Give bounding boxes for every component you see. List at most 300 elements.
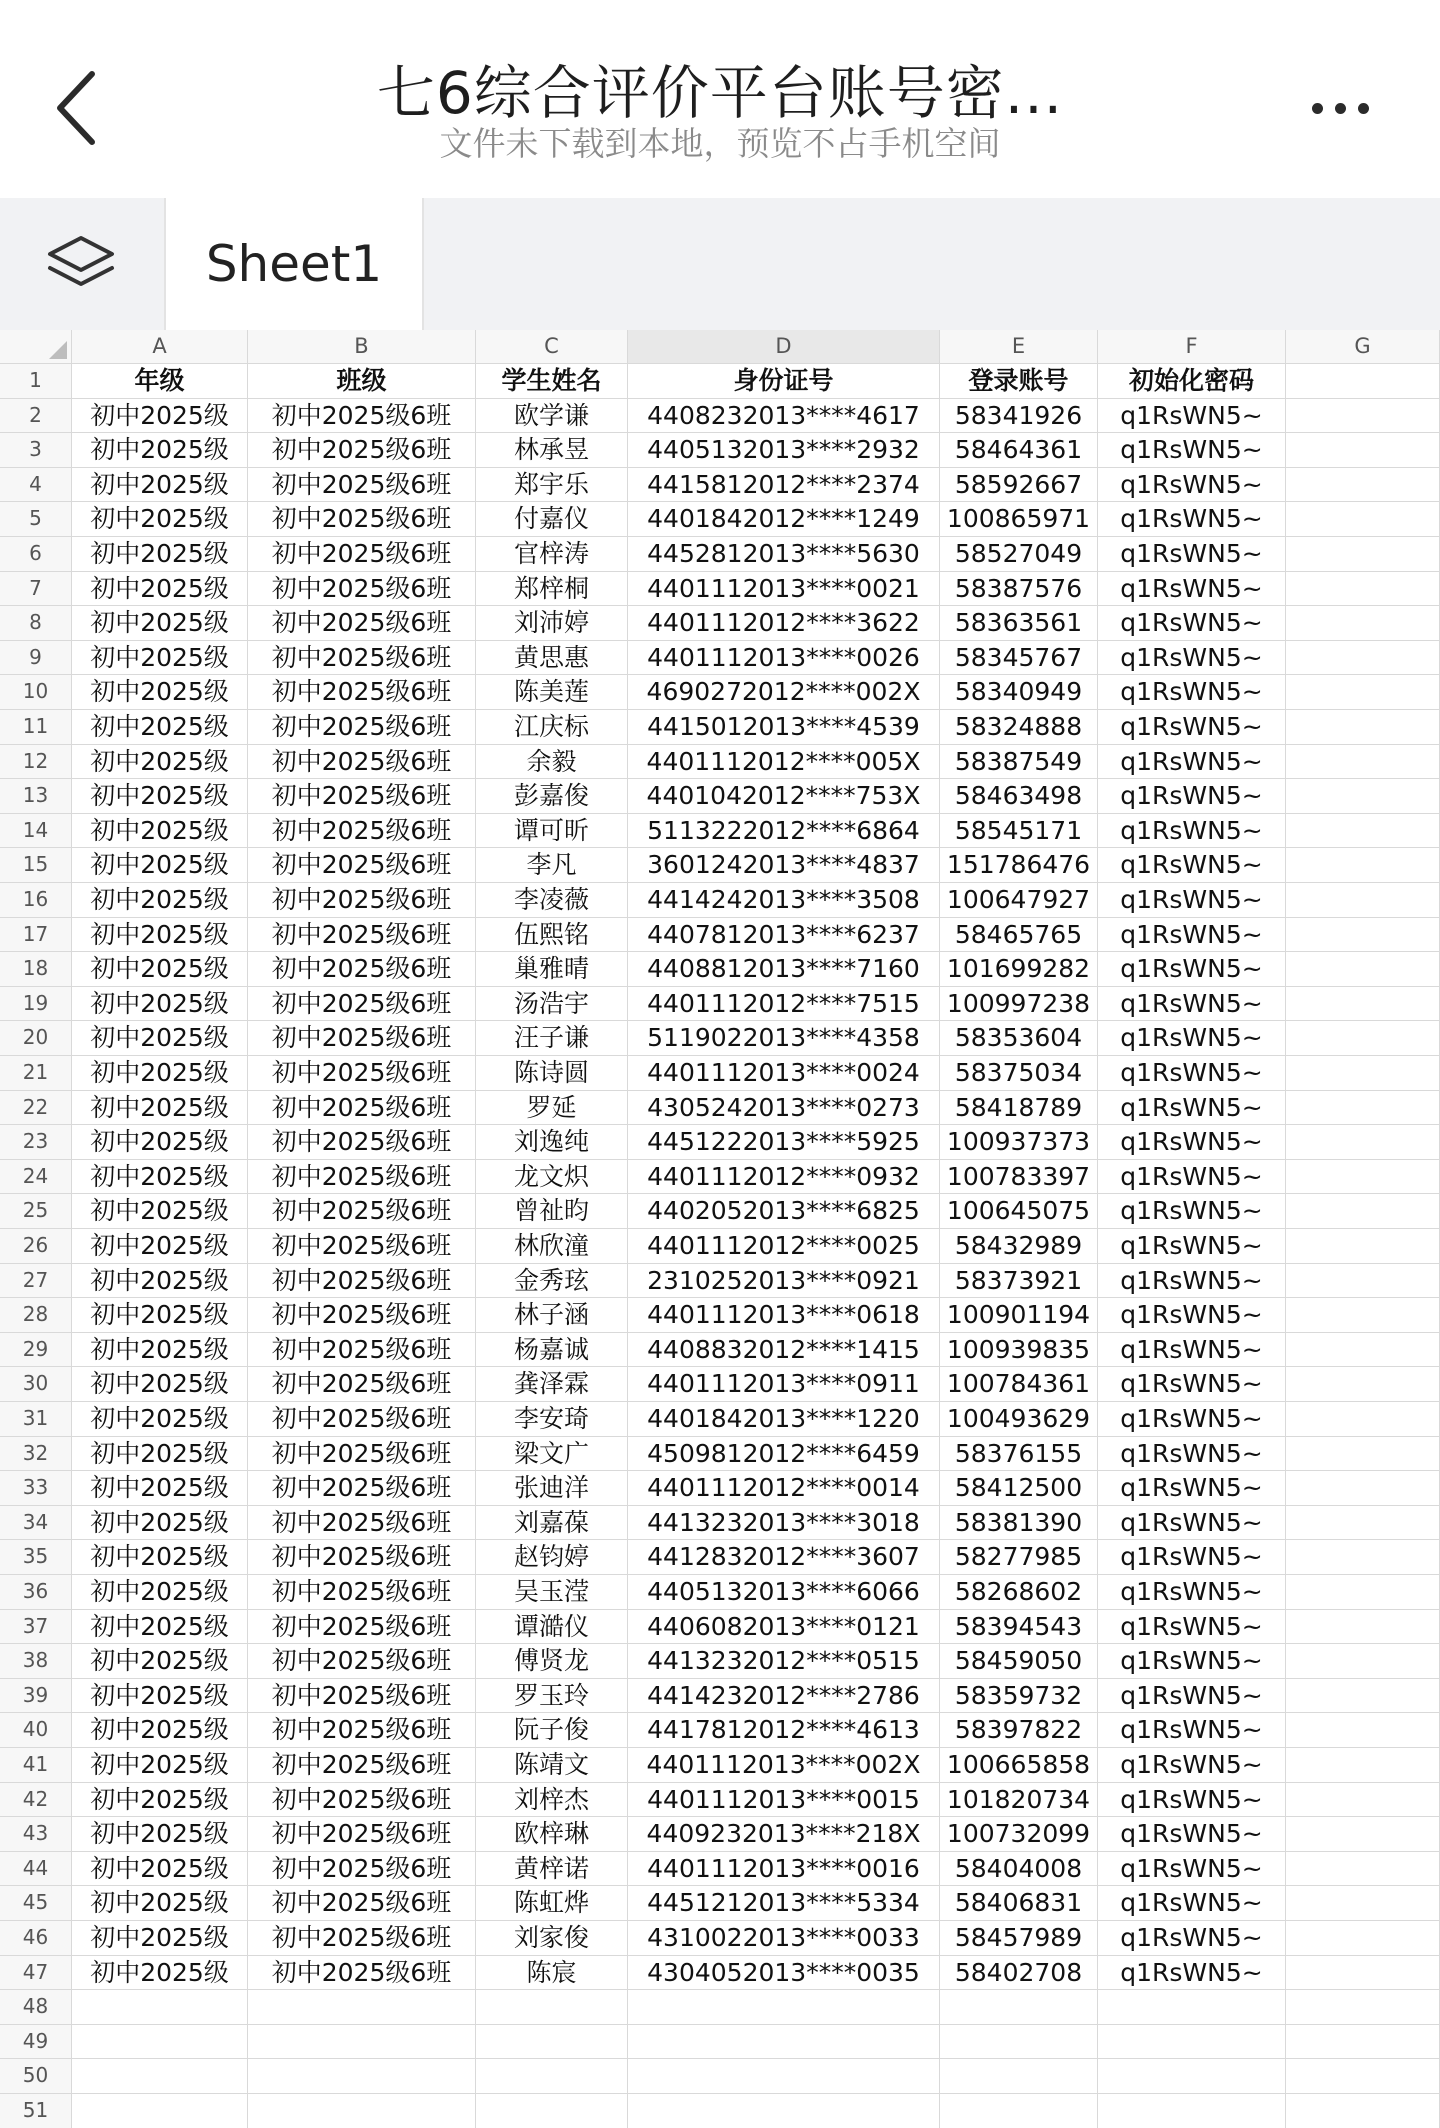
header-cell[interactable]: 班级 bbox=[248, 364, 476, 399]
table-cell[interactable]: 100732099 bbox=[940, 1817, 1098, 1852]
table-cell[interactable]: 初中2025级 bbox=[72, 918, 248, 953]
table-cell[interactable]: q1RsWN5~ bbox=[1098, 1298, 1286, 1333]
table-cell[interactable]: 初中2025级6班 bbox=[248, 1298, 476, 1333]
table-cell[interactable]: 初中2025级6班 bbox=[248, 1471, 476, 1506]
row-number[interactable]: 18 bbox=[0, 952, 72, 987]
table-cell[interactable]: 初中2025级 bbox=[72, 1437, 248, 1472]
row-number[interactable]: 25 bbox=[0, 1194, 72, 1229]
table-cell[interactable]: 初中2025级6班 bbox=[248, 399, 476, 434]
table-cell[interactable]: 4509812012****6459 bbox=[628, 1437, 940, 1472]
row-number[interactable]: 21 bbox=[0, 1056, 72, 1091]
table-cell[interactable]: 4401042012****753X bbox=[628, 779, 940, 814]
table-cell[interactable]: 初中2025级6班 bbox=[248, 1679, 476, 1714]
table-cell[interactable] bbox=[1286, 468, 1440, 503]
table-cell[interactable] bbox=[476, 1990, 628, 2025]
table-cell[interactable]: 100865971 bbox=[940, 502, 1098, 537]
table-cell[interactable] bbox=[1286, 1921, 1440, 1956]
table-cell[interactable]: 4408812013****7160 bbox=[628, 952, 940, 987]
table-cell[interactable] bbox=[1286, 745, 1440, 780]
tab-sheet1[interactable]: Sheet1 bbox=[164, 198, 424, 330]
table-cell[interactable]: 初中2025级6班 bbox=[248, 537, 476, 572]
table-cell[interactable]: 初中2025级6班 bbox=[248, 1194, 476, 1229]
table-cell[interactable]: 初中2025级 bbox=[72, 1540, 248, 1575]
row-number[interactable]: 35 bbox=[0, 1540, 72, 1575]
table-cell[interactable]: 初中2025级6班 bbox=[248, 641, 476, 676]
table-cell[interactable]: 4412832012****3607 bbox=[628, 1540, 940, 1575]
table-cell[interactable]: 4409232013****218X bbox=[628, 1817, 940, 1852]
table-cell[interactable]: 100939835 bbox=[940, 1333, 1098, 1368]
table-cell[interactable]: 58459050 bbox=[940, 1644, 1098, 1679]
table-cell[interactable]: 初中2025级6班 bbox=[248, 918, 476, 953]
table-cell[interactable] bbox=[1286, 1713, 1440, 1748]
table-cell[interactable]: 58345767 bbox=[940, 641, 1098, 676]
table-cell[interactable]: 初中2025级6班 bbox=[248, 1575, 476, 1610]
table-cell[interactable]: 4414232012****2786 bbox=[628, 1679, 940, 1714]
table-cell[interactable]: 初中2025级 bbox=[72, 848, 248, 883]
table-cell[interactable]: q1RsWN5~ bbox=[1098, 710, 1286, 745]
table-cell[interactable]: 初中2025级 bbox=[72, 710, 248, 745]
table-cell[interactable]: 初中2025级 bbox=[72, 1333, 248, 1368]
table-cell[interactable]: 58376155 bbox=[940, 1437, 1098, 1472]
header-cell[interactable]: 登录账号 bbox=[940, 364, 1098, 399]
table-cell[interactable] bbox=[1286, 1506, 1440, 1541]
table-cell[interactable]: q1RsWN5~ bbox=[1098, 1679, 1286, 1714]
table-cell[interactable]: 初中2025级6班 bbox=[248, 433, 476, 468]
table-cell[interactable]: q1RsWN5~ bbox=[1098, 848, 1286, 883]
sheet-list-button[interactable] bbox=[0, 198, 162, 330]
table-cell[interactable]: 吴玉滢 bbox=[476, 1575, 628, 1610]
table-cell[interactable] bbox=[1286, 572, 1440, 607]
table-cell[interactable]: 李凡 bbox=[476, 848, 628, 883]
table-cell[interactable]: 4401112013****0618 bbox=[628, 1298, 940, 1333]
table-cell[interactable]: 初中2025级6班 bbox=[248, 1783, 476, 1818]
table-cell[interactable]: 4690272012****002X bbox=[628, 675, 940, 710]
table-cell[interactable]: 58387576 bbox=[940, 572, 1098, 607]
table-cell[interactable] bbox=[940, 2025, 1098, 2060]
table-cell[interactable] bbox=[476, 2094, 628, 2128]
table-cell[interactable] bbox=[1286, 399, 1440, 434]
table-cell[interactable]: q1RsWN5~ bbox=[1098, 1367, 1286, 1402]
table-cell[interactable]: 58545171 bbox=[940, 814, 1098, 849]
column-header-f[interactable]: F bbox=[1098, 330, 1286, 364]
table-cell[interactable]: 初中2025级6班 bbox=[248, 1125, 476, 1160]
table-cell[interactable]: 4401112013****0024 bbox=[628, 1056, 940, 1091]
table-cell[interactable] bbox=[1098, 2025, 1286, 2060]
table-cell[interactable]: 初中2025级 bbox=[72, 952, 248, 987]
table-cell[interactable]: 4310022013****0033 bbox=[628, 1921, 940, 1956]
table-cell[interactable] bbox=[476, 2059, 628, 2094]
table-cell[interactable]: q1RsWN5~ bbox=[1098, 1713, 1286, 1748]
table-cell[interactable]: q1RsWN5~ bbox=[1098, 399, 1286, 434]
row-number[interactable]: 3 bbox=[0, 433, 72, 468]
table-cell[interactable] bbox=[1286, 1333, 1440, 1368]
table-cell[interactable]: 4401112013****0016 bbox=[628, 1852, 940, 1887]
table-cell[interactable]: 101699282 bbox=[940, 952, 1098, 987]
row-number[interactable]: 31 bbox=[0, 1402, 72, 1437]
table-cell[interactable]: 4413232012****0515 bbox=[628, 1644, 940, 1679]
row-number[interactable]: 12 bbox=[0, 745, 72, 780]
table-cell[interactable]: 5119022013****4358 bbox=[628, 1021, 940, 1056]
table-cell[interactable]: 初中2025级6班 bbox=[248, 1333, 476, 1368]
table-cell[interactable]: 李凌薇 bbox=[476, 883, 628, 918]
table-cell[interactable]: q1RsWN5~ bbox=[1098, 1160, 1286, 1195]
table-cell[interactable] bbox=[1286, 2094, 1440, 2128]
table-cell[interactable]: 郑宇乐 bbox=[476, 468, 628, 503]
table-cell[interactable] bbox=[1286, 606, 1440, 641]
table-cell[interactable]: 初中2025级6班 bbox=[248, 814, 476, 849]
table-cell[interactable]: 汪子谦 bbox=[476, 1021, 628, 1056]
table-cell[interactable]: q1RsWN5~ bbox=[1098, 1921, 1286, 1956]
table-cell[interactable]: 4304052013****0035 bbox=[628, 1956, 940, 1991]
table-cell[interactable]: 初中2025级 bbox=[72, 1056, 248, 1091]
table-cell[interactable]: 初中2025级 bbox=[72, 1783, 248, 1818]
table-cell[interactable]: 陈诗圆 bbox=[476, 1056, 628, 1091]
row-number[interactable]: 14 bbox=[0, 814, 72, 849]
table-cell[interactable] bbox=[1286, 1679, 1440, 1714]
table-cell[interactable] bbox=[1286, 1194, 1440, 1229]
table-cell[interactable]: 初中2025级6班 bbox=[248, 952, 476, 987]
table-cell[interactable]: q1RsWN5~ bbox=[1098, 1091, 1286, 1126]
table-cell[interactable]: 4406082013****0121 bbox=[628, 1610, 940, 1645]
more-options-button[interactable] bbox=[1280, 88, 1400, 128]
table-cell[interactable]: q1RsWN5~ bbox=[1098, 606, 1286, 641]
table-cell[interactable]: q1RsWN5~ bbox=[1098, 468, 1286, 503]
table-cell[interactable]: q1RsWN5~ bbox=[1098, 952, 1286, 987]
table-cell[interactable]: 初中2025级 bbox=[72, 641, 248, 676]
table-cell[interactable]: q1RsWN5~ bbox=[1098, 1471, 1286, 1506]
table-cell[interactable]: 初中2025级 bbox=[72, 1194, 248, 1229]
row-number[interactable]: 7 bbox=[0, 572, 72, 607]
table-cell[interactable] bbox=[1286, 918, 1440, 953]
row-number[interactable]: 49 bbox=[0, 2025, 72, 2060]
table-cell[interactable]: 4401112012****0014 bbox=[628, 1471, 940, 1506]
table-cell[interactable]: 初中2025级6班 bbox=[248, 710, 476, 745]
table-cell[interactable]: 刘沛婷 bbox=[476, 606, 628, 641]
table-cell[interactable]: 初中2025级6班 bbox=[248, 1713, 476, 1748]
header-cell[interactable] bbox=[1286, 364, 1440, 399]
table-cell[interactable]: q1RsWN5~ bbox=[1098, 502, 1286, 537]
table-cell[interactable]: 初中2025级 bbox=[72, 1748, 248, 1783]
table-cell[interactable]: 4401112012****005X bbox=[628, 745, 940, 780]
table-cell[interactable]: 余毅 bbox=[476, 745, 628, 780]
table-cell[interactable] bbox=[940, 2094, 1098, 2128]
row-number[interactable]: 43 bbox=[0, 1817, 72, 1852]
column-header-g[interactable]: G bbox=[1286, 330, 1440, 364]
table-cell[interactable]: 黄思惠 bbox=[476, 641, 628, 676]
table-cell[interactable] bbox=[1286, 1160, 1440, 1195]
table-cell[interactable] bbox=[1286, 710, 1440, 745]
table-cell[interactable] bbox=[1286, 1264, 1440, 1299]
row-number[interactable]: 2 bbox=[0, 399, 72, 434]
table-cell[interactable]: q1RsWN5~ bbox=[1098, 1194, 1286, 1229]
row-number[interactable]: 4 bbox=[0, 468, 72, 503]
table-cell[interactable]: 初中2025级6班 bbox=[248, 1852, 476, 1887]
table-cell[interactable]: 初中2025级6班 bbox=[248, 1367, 476, 1402]
table-cell[interactable]: 罗玉玲 bbox=[476, 1679, 628, 1714]
table-cell[interactable]: 江庆标 bbox=[476, 710, 628, 745]
table-cell[interactable] bbox=[1098, 1990, 1286, 2025]
table-cell[interactable] bbox=[248, 2094, 476, 2128]
table-cell[interactable]: q1RsWN5~ bbox=[1098, 814, 1286, 849]
table-cell[interactable]: 初中2025级 bbox=[72, 1229, 248, 1264]
table-cell[interactable]: 陈虹烨 bbox=[476, 1886, 628, 1921]
table-cell[interactable]: 4415012013****4539 bbox=[628, 710, 940, 745]
table-cell[interactable]: 58341926 bbox=[940, 399, 1098, 434]
table-cell[interactable] bbox=[1286, 1644, 1440, 1679]
table-cell[interactable]: 初中2025级6班 bbox=[248, 1229, 476, 1264]
table-cell[interactable] bbox=[72, 1990, 248, 2025]
table-cell[interactable]: 伍熙铭 bbox=[476, 918, 628, 953]
table-cell[interactable]: 58353604 bbox=[940, 1021, 1098, 1056]
table-cell[interactable]: 初中2025级 bbox=[72, 1021, 248, 1056]
row-number[interactable]: 23 bbox=[0, 1125, 72, 1160]
table-cell[interactable]: q1RsWN5~ bbox=[1098, 918, 1286, 953]
table-cell[interactable]: 初中2025级6班 bbox=[248, 675, 476, 710]
table-cell[interactable]: 4401112013****0021 bbox=[628, 572, 940, 607]
table-cell[interactable]: 彭嘉俊 bbox=[476, 779, 628, 814]
table-cell[interactable]: 谭可昕 bbox=[476, 814, 628, 849]
table-cell[interactable]: 郑梓桐 bbox=[476, 572, 628, 607]
table-cell[interactable]: 4451222013****5925 bbox=[628, 1125, 940, 1160]
table-cell[interactable]: 4401112012****3622 bbox=[628, 606, 940, 641]
table-cell[interactable]: 58397822 bbox=[940, 1713, 1098, 1748]
table-cell[interactable] bbox=[1286, 952, 1440, 987]
row-number[interactable]: 51 bbox=[0, 2094, 72, 2128]
table-cell[interactable]: 初中2025级 bbox=[72, 1886, 248, 1921]
table-cell[interactable]: q1RsWN5~ bbox=[1098, 1506, 1286, 1541]
row-number[interactable]: 27 bbox=[0, 1264, 72, 1299]
table-cell[interactable]: 58340949 bbox=[940, 675, 1098, 710]
table-cell[interactable]: 58359732 bbox=[940, 1679, 1098, 1714]
row-number[interactable]: 8 bbox=[0, 606, 72, 641]
table-cell[interactable]: 58527049 bbox=[940, 537, 1098, 572]
table-cell[interactable]: 金秀玹 bbox=[476, 1264, 628, 1299]
table-cell[interactable]: 100901194 bbox=[940, 1298, 1098, 1333]
table-cell[interactable]: 初中2025级6班 bbox=[248, 468, 476, 503]
table-cell[interactable]: 刘嘉葆 bbox=[476, 1506, 628, 1541]
table-cell[interactable]: 初中2025级 bbox=[72, 1367, 248, 1402]
table-cell[interactable]: 4401112013****0015 bbox=[628, 1783, 940, 1818]
row-number[interactable]: 32 bbox=[0, 1437, 72, 1472]
table-cell[interactable]: q1RsWN5~ bbox=[1098, 641, 1286, 676]
table-cell[interactable] bbox=[1286, 1540, 1440, 1575]
table-cell[interactable] bbox=[72, 2094, 248, 2128]
table-cell[interactable]: 58268602 bbox=[940, 1575, 1098, 1610]
table-cell[interactable]: 4401112012****7515 bbox=[628, 987, 940, 1022]
row-number[interactable]: 46 bbox=[0, 1921, 72, 1956]
table-cell[interactable]: 58457989 bbox=[940, 1921, 1098, 1956]
table-cell[interactable] bbox=[1286, 814, 1440, 849]
row-number[interactable]: 36 bbox=[0, 1575, 72, 1610]
table-cell[interactable]: q1RsWN5~ bbox=[1098, 1125, 1286, 1160]
row-number[interactable]: 42 bbox=[0, 1783, 72, 1818]
table-cell[interactable]: 罗延 bbox=[476, 1091, 628, 1126]
table-cell[interactable] bbox=[1286, 1471, 1440, 1506]
table-cell[interactable]: 4305242013****0273 bbox=[628, 1091, 940, 1126]
table-cell[interactable] bbox=[1286, 1021, 1440, 1056]
table-cell[interactable]: 曾祉昀 bbox=[476, 1194, 628, 1229]
table-cell[interactable]: q1RsWN5~ bbox=[1098, 1956, 1286, 1991]
table-cell[interactable] bbox=[1286, 1437, 1440, 1472]
table-cell[interactable]: 151786476 bbox=[940, 848, 1098, 883]
table-cell[interactable]: 陈美莲 bbox=[476, 675, 628, 710]
table-cell[interactable] bbox=[940, 2059, 1098, 2094]
column-header-b[interactable]: B bbox=[248, 330, 476, 364]
table-cell[interactable]: 初中2025级6班 bbox=[248, 745, 476, 780]
table-cell[interactable]: 初中2025级6班 bbox=[248, 1886, 476, 1921]
table-cell[interactable]: q1RsWN5~ bbox=[1098, 1437, 1286, 1472]
table-cell[interactable]: 初中2025级6班 bbox=[248, 502, 476, 537]
table-cell[interactable]: 初中2025级 bbox=[72, 1852, 248, 1887]
row-number[interactable]: 11 bbox=[0, 710, 72, 745]
table-cell[interactable]: q1RsWN5~ bbox=[1098, 779, 1286, 814]
column-header-d[interactable]: D bbox=[628, 330, 940, 364]
table-cell[interactable]: 初中2025级6班 bbox=[248, 1748, 476, 1783]
table-cell[interactable]: 初中2025级 bbox=[72, 1298, 248, 1333]
table-cell[interactable]: q1RsWN5~ bbox=[1098, 1644, 1286, 1679]
table-cell[interactable]: 初中2025级 bbox=[72, 1575, 248, 1610]
table-cell[interactable] bbox=[628, 1990, 940, 2025]
table-cell[interactable]: 初中2025级 bbox=[72, 1679, 248, 1714]
row-number[interactable]: 50 bbox=[0, 2059, 72, 2094]
table-cell[interactable]: q1RsWN5~ bbox=[1098, 433, 1286, 468]
table-cell[interactable]: 林子涵 bbox=[476, 1298, 628, 1333]
header-cell[interactable]: 初始化密码 bbox=[1098, 364, 1286, 399]
table-cell[interactable]: 4401112013****002X bbox=[628, 1748, 940, 1783]
row-number[interactable]: 9 bbox=[0, 641, 72, 676]
table-cell[interactable]: 58463498 bbox=[940, 779, 1098, 814]
table-cell[interactable] bbox=[1286, 537, 1440, 572]
table-cell[interactable]: 初中2025级6班 bbox=[248, 1091, 476, 1126]
table-cell[interactable] bbox=[248, 2025, 476, 2060]
table-cell[interactable]: q1RsWN5~ bbox=[1098, 1886, 1286, 1921]
table-cell[interactable]: 刘梓杰 bbox=[476, 1783, 628, 1818]
row-number[interactable]: 17 bbox=[0, 918, 72, 953]
table-cell[interactable] bbox=[248, 2059, 476, 2094]
table-cell[interactable]: 100784361 bbox=[940, 1367, 1098, 1402]
row-number[interactable]: 39 bbox=[0, 1679, 72, 1714]
table-cell[interactable]: 阮子俊 bbox=[476, 1713, 628, 1748]
table-cell[interactable]: 欧学谦 bbox=[476, 399, 628, 434]
table-cell[interactable] bbox=[628, 2094, 940, 2128]
table-cell[interactable]: 初中2025级 bbox=[72, 606, 248, 641]
table-cell[interactable]: 巢雅晴 bbox=[476, 952, 628, 987]
column-header-c[interactable]: C bbox=[476, 330, 628, 364]
table-cell[interactable]: 4405132013****6066 bbox=[628, 1575, 940, 1610]
table-cell[interactable]: 初中2025级 bbox=[72, 1713, 248, 1748]
table-cell[interactable]: 初中2025级 bbox=[72, 1125, 248, 1160]
table-cell[interactable]: q1RsWN5~ bbox=[1098, 1575, 1286, 1610]
row-number[interactable]: 1 bbox=[0, 364, 72, 399]
table-cell[interactable]: 58324888 bbox=[940, 710, 1098, 745]
table-cell[interactable]: 初中2025级 bbox=[72, 1921, 248, 1956]
table-cell[interactable] bbox=[1286, 1367, 1440, 1402]
table-cell[interactable] bbox=[72, 2059, 248, 2094]
table-cell[interactable]: 初中2025级 bbox=[72, 1817, 248, 1852]
table-cell[interactable] bbox=[1098, 2059, 1286, 2094]
row-number[interactable]: 48 bbox=[0, 1990, 72, 2025]
table-cell[interactable]: 李安琦 bbox=[476, 1402, 628, 1437]
table-cell[interactable]: 58464361 bbox=[940, 433, 1098, 468]
table-cell[interactable]: 100645075 bbox=[940, 1194, 1098, 1229]
table-cell[interactable]: 初中2025级 bbox=[72, 675, 248, 710]
table-cell[interactable]: 4415812012****2374 bbox=[628, 468, 940, 503]
table-cell[interactable]: 龚泽霖 bbox=[476, 1367, 628, 1402]
table-cell[interactable]: 4407812013****6237 bbox=[628, 918, 940, 953]
table-cell[interactable]: 4402052013****6825 bbox=[628, 1194, 940, 1229]
table-cell[interactable]: 58375034 bbox=[940, 1056, 1098, 1091]
table-cell[interactable]: 初中2025级 bbox=[72, 537, 248, 572]
table-cell[interactable]: 58394543 bbox=[940, 1610, 1098, 1645]
table-cell[interactable] bbox=[1286, 433, 1440, 468]
row-number[interactable]: 20 bbox=[0, 1021, 72, 1056]
table-cell[interactable]: 4401112012****0025 bbox=[628, 1229, 940, 1264]
column-header-a[interactable]: A bbox=[72, 330, 248, 364]
table-cell[interactable]: 梁文广 bbox=[476, 1437, 628, 1472]
table-cell[interactable] bbox=[1286, 1852, 1440, 1887]
row-number[interactable]: 5 bbox=[0, 502, 72, 537]
table-cell[interactable] bbox=[1286, 987, 1440, 1022]
table-cell[interactable]: 初中2025级 bbox=[72, 779, 248, 814]
table-cell[interactable]: 2310252013****0921 bbox=[628, 1264, 940, 1299]
table-cell[interactable] bbox=[1098, 2094, 1286, 2128]
table-cell[interactable]: 初中2025级 bbox=[72, 1956, 248, 1991]
table-cell[interactable]: 初中2025级6班 bbox=[248, 1506, 476, 1541]
table-cell[interactable]: q1RsWN5~ bbox=[1098, 1817, 1286, 1852]
table-cell[interactable]: 初中2025级 bbox=[72, 1402, 248, 1437]
table-cell[interactable] bbox=[1286, 1748, 1440, 1783]
row-number[interactable]: 19 bbox=[0, 987, 72, 1022]
table-cell[interactable]: q1RsWN5~ bbox=[1098, 572, 1286, 607]
table-cell[interactable]: 58465765 bbox=[940, 918, 1098, 953]
table-cell[interactable]: 张迪洋 bbox=[476, 1471, 628, 1506]
table-cell[interactable]: 100937373 bbox=[940, 1125, 1098, 1160]
table-cell[interactable]: q1RsWN5~ bbox=[1098, 1264, 1286, 1299]
table-cell[interactable]: 58381390 bbox=[940, 1506, 1098, 1541]
table-cell[interactable]: q1RsWN5~ bbox=[1098, 1402, 1286, 1437]
table-cell[interactable]: 初中2025级 bbox=[72, 1160, 248, 1195]
table-cell[interactable]: 初中2025级6班 bbox=[248, 1610, 476, 1645]
table-cell[interactable]: 初中2025级6班 bbox=[248, 1921, 476, 1956]
table-cell[interactable]: 付嘉仪 bbox=[476, 502, 628, 537]
table-cell[interactable]: 58387549 bbox=[940, 745, 1098, 780]
table-cell[interactable]: 4405132013****2932 bbox=[628, 433, 940, 468]
table-cell[interactable]: 初中2025级6班 bbox=[248, 1956, 476, 1991]
row-number[interactable]: 33 bbox=[0, 1471, 72, 1506]
table-cell[interactable]: 初中2025级 bbox=[72, 468, 248, 503]
row-number[interactable]: 40 bbox=[0, 1713, 72, 1748]
table-cell[interactable]: 58412500 bbox=[940, 1471, 1098, 1506]
table-cell[interactable]: q1RsWN5~ bbox=[1098, 1229, 1286, 1264]
table-cell[interactable]: q1RsWN5~ bbox=[1098, 987, 1286, 1022]
table-cell[interactable]: q1RsWN5~ bbox=[1098, 537, 1286, 572]
table-cell[interactable] bbox=[1286, 502, 1440, 537]
table-cell[interactable] bbox=[72, 2025, 248, 2060]
table-cell[interactable]: 58404008 bbox=[940, 1852, 1098, 1887]
table-cell[interactable]: 初中2025级 bbox=[72, 1610, 248, 1645]
table-cell[interactable]: 4401112013****0026 bbox=[628, 641, 940, 676]
row-number[interactable]: 16 bbox=[0, 883, 72, 918]
table-cell[interactable]: 4401112012****0932 bbox=[628, 1160, 940, 1195]
table-cell[interactable]: 初中2025级6班 bbox=[248, 883, 476, 918]
table-cell[interactable]: 初中2025级6班 bbox=[248, 572, 476, 607]
table-cell[interactable]: q1RsWN5~ bbox=[1098, 883, 1286, 918]
table-cell[interactable]: q1RsWN5~ bbox=[1098, 1056, 1286, 1091]
table-cell[interactable]: 初中2025级 bbox=[72, 883, 248, 918]
table-cell[interactable]: 4451212013****5334 bbox=[628, 1886, 940, 1921]
table-cell[interactable]: 4401842012****1249 bbox=[628, 502, 940, 537]
table-cell[interactable]: 初中2025级 bbox=[72, 1264, 248, 1299]
